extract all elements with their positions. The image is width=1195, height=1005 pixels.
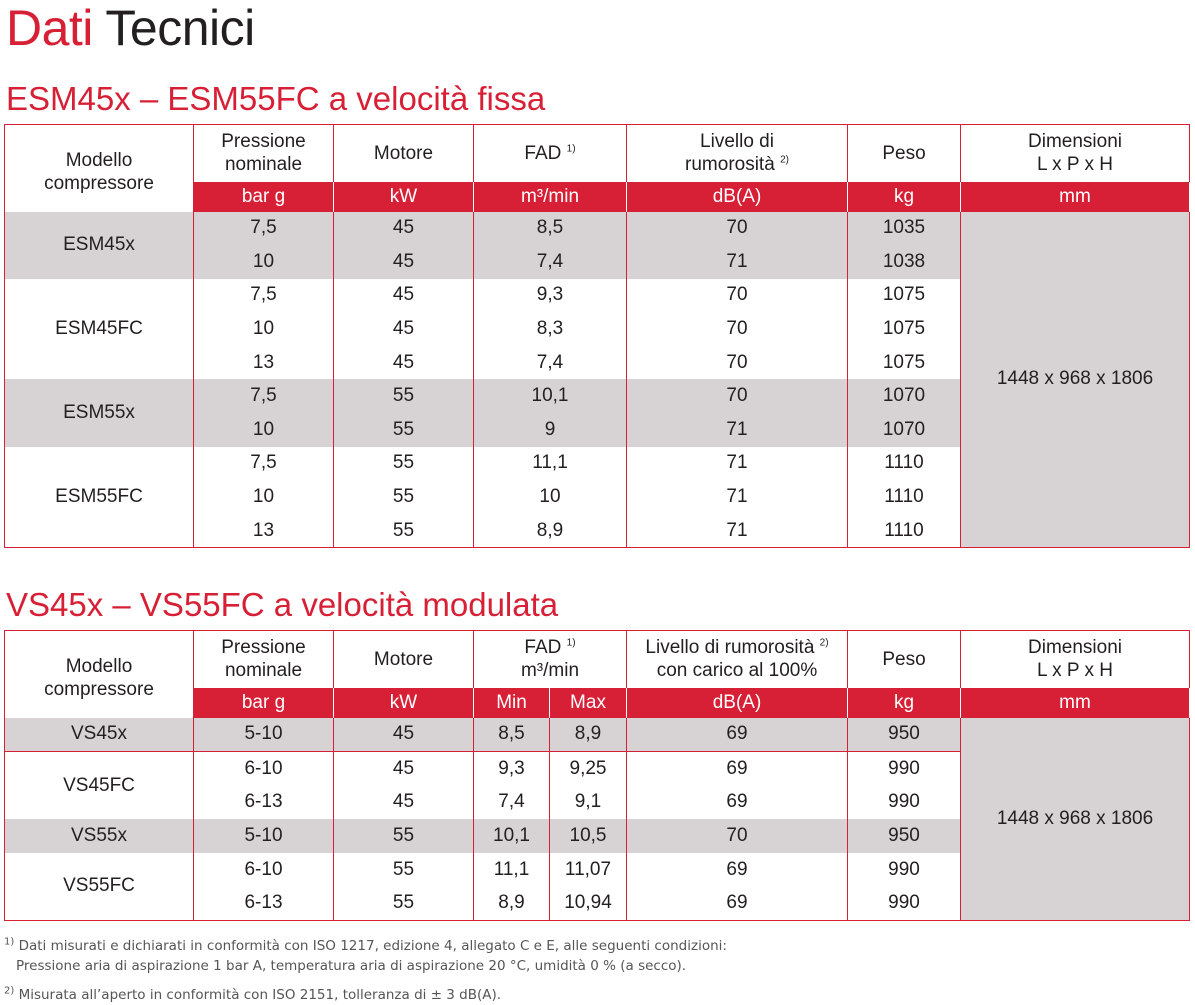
header-dimensions (961, 631, 1190, 688)
cell-motor: 45 (334, 346, 474, 380)
cell-weight: 1070 (848, 413, 961, 447)
cell-noise: 70 (627, 346, 848, 380)
footnote-2 (4, 985, 727, 1005)
cell-pressure: 6-13 (194, 786, 334, 820)
unit-pressure: bar g (194, 182, 334, 212)
cell-noise: 71 (627, 413, 848, 447)
cell-fad: 7,4 (474, 245, 627, 279)
model-name: VS45FC (5, 752, 194, 820)
header-model-line1: Modello (65, 150, 133, 172)
cell-fad-max: 9,25 (550, 752, 627, 786)
header-motor: Motore (334, 125, 474, 182)
cell-fad-min: 10,1 (474, 819, 550, 853)
cell-motor: 55 (334, 853, 474, 887)
cell-weight: 1070 (848, 379, 961, 413)
cell-fad-min: 8,9 (474, 886, 550, 920)
cell-fad-min: 8,5 (474, 718, 550, 752)
header-noise-line2: rumorosità (685, 154, 775, 176)
model-name: ESM45FC (5, 279, 194, 380)
header-motor: Motore (334, 631, 474, 688)
unit-dimensions: mm (961, 688, 1190, 718)
cell-fad-min: 9,3 (474, 752, 550, 786)
unit-fad: m³/min (474, 182, 627, 212)
table-row (5, 718, 1190, 752)
cell-weight: 1110 (848, 514, 961, 548)
model-name: VS45x (5, 718, 194, 752)
header-model-line1: Modello (65, 656, 133, 678)
header-dimensions-line1: Dimensioni (1028, 637, 1122, 659)
cell-fad-max: 11,07 (550, 853, 627, 887)
header-pressure (194, 631, 334, 688)
cell-fad: 10,1 (474, 379, 627, 413)
cell-motor: 55 (334, 447, 474, 481)
cell-noise: 71 (627, 514, 848, 548)
footnote-1-mark: 1) (4, 936, 15, 948)
cell-noise: 69 (627, 886, 848, 920)
cell-weight: 1075 (848, 279, 961, 313)
cell-pressure: 10 (194, 480, 334, 514)
cell-pressure: 5-10 (194, 819, 334, 853)
cell-pressure: 13 (194, 514, 334, 548)
cell-fad-max: 8,9 (550, 718, 627, 752)
cell-noise: 70 (627, 379, 848, 413)
header-noise-line1: Livello di rumorosità (645, 637, 815, 659)
footnotes (4, 936, 727, 1005)
header-pressure-line2: nominale (224, 660, 303, 682)
header-pressure-line2: nominale (224, 154, 303, 176)
cell-noise: 69 (627, 718, 848, 752)
model-name: VS55x (5, 819, 194, 853)
footnote-ref-2: 2) (819, 637, 829, 649)
header-model-line2: compressore (44, 173, 154, 195)
cell-weight: 990 (848, 853, 961, 887)
header-model (5, 125, 194, 212)
cell-weight: 990 (848, 886, 961, 920)
cell-pressure: 7,5 (194, 379, 334, 413)
unit-motor: kW (334, 182, 474, 212)
cell-weight: 1035 (848, 212, 961, 246)
cell-fad-max: 10,94 (550, 886, 627, 920)
cell-motor: 55 (334, 886, 474, 920)
cell-pressure: 10 (194, 413, 334, 447)
cell-fad-min: 11,1 (474, 853, 550, 887)
header-fad (474, 125, 627, 182)
cell-dimensions: 1448 x 968 x 1806 (961, 212, 1190, 548)
cell-motor: 55 (334, 413, 474, 447)
header-dimensions-line2: L x P x H (1036, 154, 1114, 176)
header-fad-label: FAD (524, 142, 562, 164)
model-name: VS55FC (5, 853, 194, 921)
cell-motor: 45 (334, 212, 474, 246)
cell-motor: 45 (334, 312, 474, 346)
cell-fad: 11,1 (474, 447, 627, 481)
header-noise-line1: Livello di (700, 131, 774, 153)
cell-fad: 8,9 (474, 514, 627, 548)
cell-pressure: 10 (194, 312, 334, 346)
model-name: ESM55FC (5, 447, 194, 548)
cell-dimensions: 1448 x 968 x 1806 (961, 718, 1190, 921)
cell-fad: 7,4 (474, 346, 627, 380)
header-weight: Peso (848, 125, 961, 182)
footnote-1-line2: Pressione aria di aspirazione 1 bar A, temperatura aria di aspirazione 20 °C, umidità 0 % (a secco). (16, 958, 687, 974)
unit-noise: dB(A) (627, 688, 848, 718)
cell-motor: 55 (334, 819, 474, 853)
cell-pressure: 10 (194, 245, 334, 279)
cell-noise: 70 (627, 279, 848, 313)
cell-pressure: 7,5 (194, 279, 334, 313)
cell-motor: 55 (334, 379, 474, 413)
cell-weight: 1110 (848, 480, 961, 514)
cell-pressure: 6-10 (194, 752, 334, 786)
cell-noise: 69 (627, 752, 848, 786)
unit-noise: dB(A) (627, 182, 848, 212)
cell-pressure: 7,5 (194, 212, 334, 246)
cell-noise: 70 (627, 819, 848, 853)
cell-motor: 45 (334, 279, 474, 313)
footnote-1 (4, 936, 727, 976)
cell-motor: 45 (334, 245, 474, 279)
cell-motor: 45 (334, 718, 474, 752)
footnote-ref-1: 1) (566, 143, 576, 155)
header-pressure (194, 125, 334, 182)
cell-weight: 1075 (848, 312, 961, 346)
cell-weight: 950 (848, 819, 961, 853)
header-weight: Peso (848, 631, 961, 688)
section-title-fixed-speed: ESM45x – ESM55FC a velocità fissa (6, 80, 546, 117)
cell-fad: 8,3 (474, 312, 627, 346)
header-fad-line2: m³/min (520, 660, 580, 682)
fixed-speed-table (4, 124, 1190, 548)
cell-motor: 45 (334, 752, 474, 786)
cell-weight: 990 (848, 752, 961, 786)
header-fad (474, 631, 627, 688)
cell-noise: 71 (627, 480, 848, 514)
section-title-variable-speed: VS45x – VS55FC a velocità modulata (6, 586, 559, 623)
cell-fad-max: 9,1 (550, 786, 627, 820)
cell-fad: 9 (474, 413, 627, 447)
footnote-ref-1: 1) (566, 637, 576, 649)
variable-speed-table (4, 630, 1190, 921)
header-pressure-line1: Pressione (221, 131, 306, 153)
header-noise (627, 125, 848, 182)
table-header-row (5, 125, 1190, 182)
cell-weight: 1075 (848, 346, 961, 380)
model-name: ESM45x (5, 212, 194, 279)
cell-fad: 9,3 (474, 279, 627, 313)
header-pressure-line1: Pressione (221, 637, 306, 659)
cell-weight: 950 (848, 718, 961, 752)
unit-weight: kg (848, 688, 961, 718)
cell-weight: 1038 (848, 245, 961, 279)
unit-weight: kg (848, 182, 961, 212)
cell-pressure: 5-10 (194, 718, 334, 752)
cell-noise: 69 (627, 853, 848, 887)
cell-noise: 71 (627, 245, 848, 279)
table-header-row (5, 631, 1190, 688)
cell-noise: 70 (627, 312, 848, 346)
page-title (6, 0, 255, 58)
header-noise (627, 631, 848, 688)
footnote-2-line1: Misurata all’aperto in conformità con ISO 2151, tolleranza di ± 3 dB(A). (18, 987, 502, 1003)
cell-pressure: 6-13 (194, 886, 334, 920)
header-dimensions (961, 125, 1190, 182)
cell-noise: 70 (627, 212, 848, 246)
footnote-ref-2: 2) (780, 154, 789, 166)
cell-fad: 10 (474, 480, 627, 514)
cell-pressure: 13 (194, 346, 334, 380)
page-title-accent: Dati (6, 0, 93, 56)
unit-motor: kW (334, 688, 474, 718)
cell-fad-min: 7,4 (474, 786, 550, 820)
page-title-main: Tecnici (105, 0, 255, 56)
unit-fad-max: Max (550, 688, 627, 718)
unit-dimensions: mm (961, 182, 1190, 212)
header-dimensions-line1: Dimensioni (1028, 131, 1122, 153)
cell-weight: 1110 (848, 447, 961, 481)
footnote-2-mark: 2) (4, 985, 15, 997)
cell-pressure: 7,5 (194, 447, 334, 481)
cell-motor: 45 (334, 786, 474, 820)
model-name: ESM55x (5, 379, 194, 446)
header-noise-line2: con carico al 100% (656, 660, 818, 682)
cell-noise: 69 (627, 786, 848, 820)
header-dimensions-line2: L x P x H (1036, 660, 1114, 682)
cell-noise: 71 (627, 447, 848, 481)
cell-fad: 8,5 (474, 212, 627, 246)
cell-pressure: 6-10 (194, 853, 334, 887)
cell-motor: 55 (334, 514, 474, 548)
cell-weight: 990 (848, 786, 961, 820)
cell-motor: 55 (334, 480, 474, 514)
unit-pressure: bar g (194, 688, 334, 718)
header-model-line2: compressore (44, 679, 154, 701)
header-model (5, 631, 194, 718)
header-fad-line1: FAD (524, 637, 562, 659)
table-row (5, 212, 1190, 246)
cell-fad-max: 10,5 (550, 819, 627, 853)
footnote-1-line1: Dati misurati e dichiarati in conformità con ISO 1217, edizione 4, allegato C e E, alle seguenti condizioni: (18, 938, 727, 954)
unit-fad-min: Min (474, 688, 550, 718)
